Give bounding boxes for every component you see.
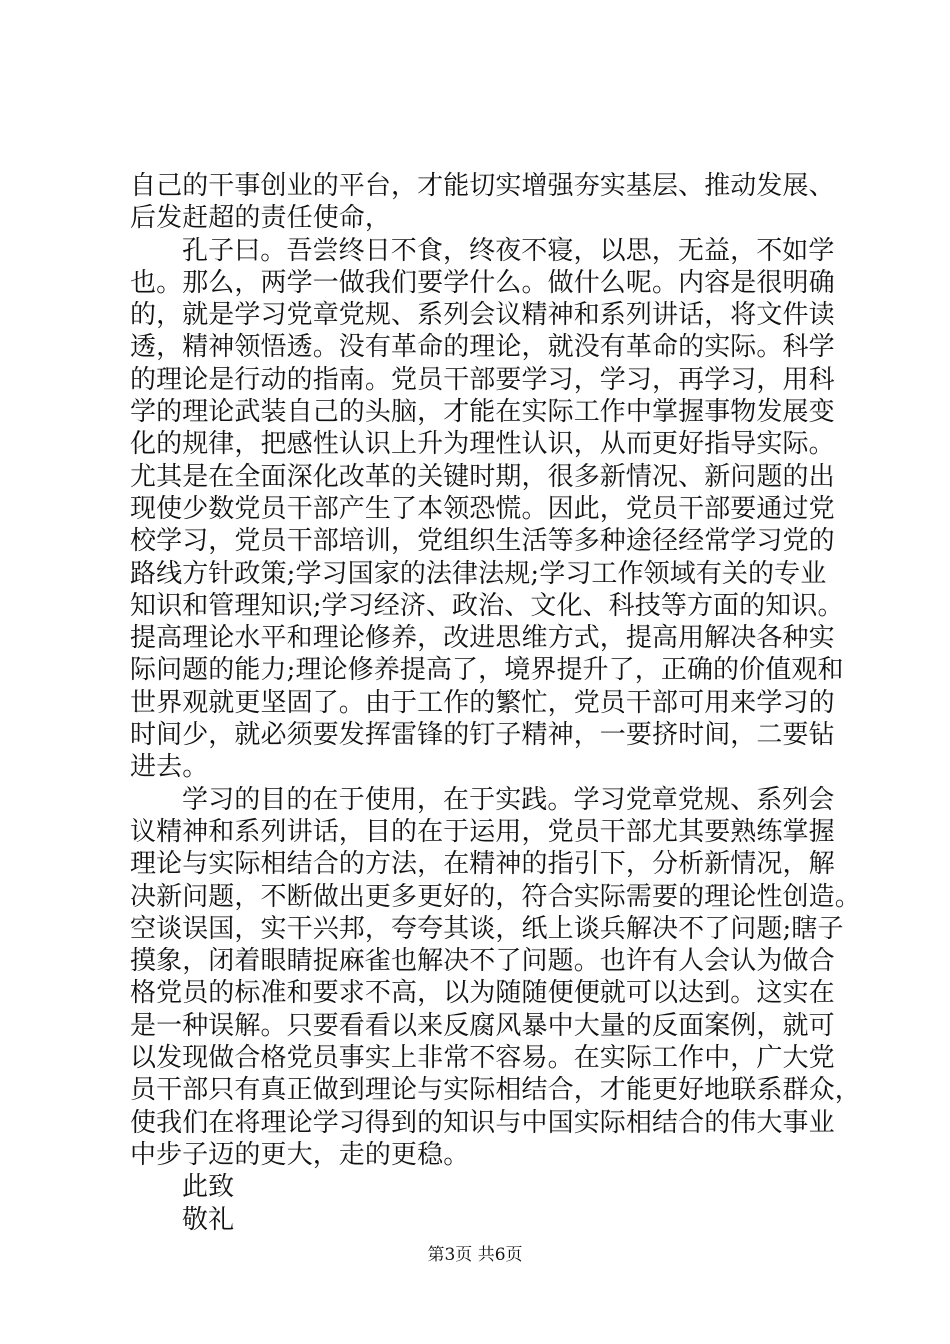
text-line: 孔子曰。吾尝终日不食，终夜不寝，以思，无益，不如学	[182, 235, 835, 266]
text-line: 理论与实际相结合的方法，在精神的指引下，分析新情况，解	[130, 849, 835, 880]
text-line: 格党员的标准和要求不高，以为随随便便就可以达到。这实在	[130, 978, 835, 1009]
text-line: 进去。	[130, 752, 209, 783]
text-line: 使我们在将理论学习得到的知识与中国实际相结合的伟大事业	[130, 1107, 835, 1138]
document-body	[130, 170, 861, 1236]
text-line: 中步子迈的更大，走的更稳。	[130, 1139, 470, 1170]
text-line: 路线方针政策;学习国家的法律法规;学习工作领域有关的专业	[130, 558, 827, 589]
text-line: 自己的干事创业的平台，才能切实增强夯实基层、推动发展、	[130, 171, 835, 201]
text-line: 校学习，党员干部培训，党组织生活等多种途径经常学习党的	[130, 526, 835, 557]
text-line: 透，精神领悟透。没有革命的理论，就没有革命的实际。科学	[130, 332, 835, 363]
text-line: 尤其是在全面深化改革的关键时期，很多新情况、新问题的出	[130, 461, 835, 492]
text-line: 的理论是行动的指南。党员干部要学习，学习，再学习，用科	[130, 364, 835, 395]
text-line: 知识和管理知识;学习经济、政治、文化、科技等方面的知识。	[130, 590, 844, 621]
text-line: 学的理论武装自己的头脑，才能在实际工作中掌握事物发展变	[130, 397, 835, 428]
text-line: 提高理论水平和理论修养，改进思维方式，提高用解决各种实	[130, 623, 835, 654]
text-line: 时间少，就必须要发挥雷锋的钉子精神，一要挤时间，二要钻	[130, 720, 835, 751]
text-line: 摸象，闭着眼睛捉麻雀也解决不了问题。也许有人会认为做合	[130, 946, 835, 977]
text-line: 议精神和系列讲话，目的在于运用，党员干部尤其要熟练掌握	[130, 816, 835, 847]
text-line: 是一种误解。只要看看以来反腐风暴中大量的反面案例，就可	[130, 1010, 835, 1041]
text-line: 的，就是学习党章党规、系列会议精神和系列讲话，将文件读	[130, 300, 835, 331]
text-line: 空谈误国，实干兴邦，夸夸其谈，纸上谈兵解决不了问题;瞎子	[130, 913, 844, 944]
page-number-footer: 第3页 共6页	[427, 1245, 523, 1265]
text-line: 也。那么，两学一做我们要学什么。做什么呢。内容是很明确	[130, 267, 835, 298]
text-line: 学习的目的在于使用，在于实践。学习党章党规、系列会	[182, 784, 835, 815]
text-line: 以发现做合格党员事实上非常不容易。在实际工作中，广大党	[130, 1043, 835, 1074]
text-line: 化的规律，把感性认识上升为理性认识，从而更好指导实际。	[130, 429, 835, 460]
text-line: 员干部只有真正做到理论与实际相结合，才能更好地联系群众，	[130, 1075, 861, 1106]
text-line: 决新问题，不断做出更多更好的，符合实际需要的理论性创造。	[130, 881, 861, 912]
text-line: 此致	[182, 1172, 235, 1203]
text-line: 世界观就更坚固了。由于工作的繁忙，党员干部可用来学习的	[130, 687, 835, 718]
text-line: 后发赶超的责任使命，	[130, 203, 392, 234]
text-line: 现使少数党员干部产生了本领恐慌。因此，党员干部要通过党	[130, 493, 835, 524]
text-line: 敬礼	[182, 1204, 235, 1235]
text-line: 际问题的能力;理论修养提高了，境界提升了，正确的价值观和	[130, 655, 844, 686]
